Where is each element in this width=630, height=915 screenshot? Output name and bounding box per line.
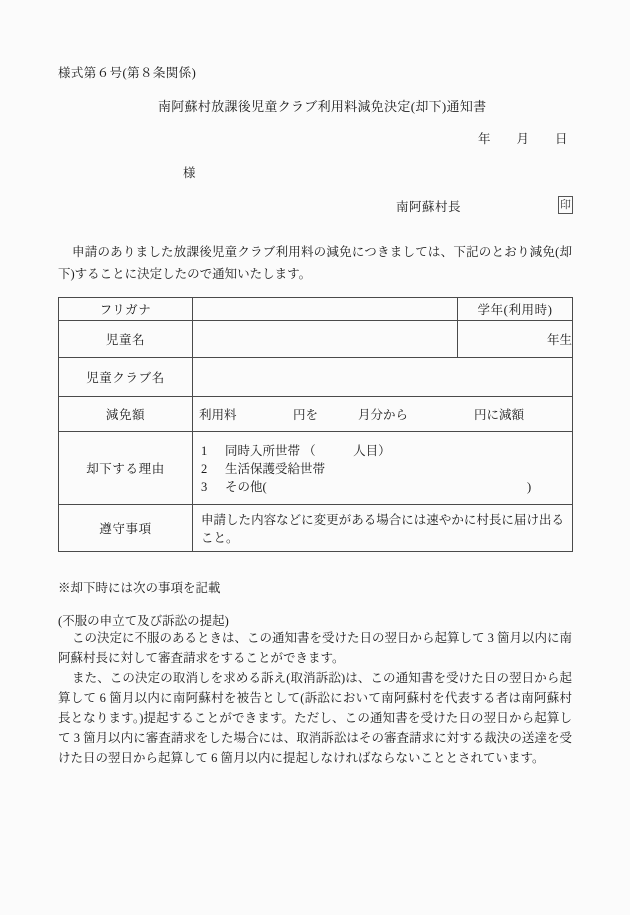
- reason-number-1: 1: [201, 444, 208, 458]
- value-compliance: [193, 505, 573, 552]
- table-row-reduction-amount: [59, 397, 573, 432]
- compliance-text: 申請した内容などに変更がある場合には速やかに村長に届け出ること。: [201, 512, 564, 545]
- value-furigana[interactable]: [193, 298, 458, 321]
- label-club-name: 児童クラブ名: [59, 358, 193, 397]
- label-grade-unit: 年生: [458, 321, 573, 358]
- reason-item-1[interactable]: [201, 442, 564, 460]
- appeal-paragraph-1: この決定に不服のあるときは、この通知書を受けた日の翌日から起算して 3 箇月以内に南阿蘇村長に対して審査請求をすることができます。: [58, 631, 573, 665]
- table-row-rejection-reason: [59, 432, 573, 505]
- body-paragraph: 申請のありました放課後児童クラブ利用料の減免につきましては、下記のとおり減免(却下)することに決定したので通知いたします。: [58, 245, 572, 281]
- date-month-label: 月: [516, 132, 530, 146]
- issuer-name: 南阿蘇村長: [396, 200, 462, 214]
- appeal-heading: (不服の申立て及び訴訟の提起): [58, 614, 229, 628]
- table-row-child-name: [59, 321, 573, 358]
- rejection-reason-list: [193, 436, 572, 500]
- reason-close-paren-3: ): [527, 480, 532, 494]
- date-year-label: 年: [478, 132, 491, 146]
- reason-item-3[interactable]: [201, 478, 564, 496]
- label-month-from: 月分から: [358, 408, 409, 422]
- issuer-row: [396, 196, 576, 216]
- value-reduction-amount[interactable]: [193, 397, 573, 432]
- date-line: [478, 129, 568, 147]
- reason-text-2: 生活保護受給世帯: [225, 462, 326, 476]
- form-number: 様式第６号(第８条関係): [58, 66, 197, 80]
- reason-number-3: 3: [201, 480, 208, 494]
- label-reduction-amount: 減免額: [59, 397, 193, 432]
- table-row-club-name: [59, 358, 573, 397]
- seal-stamp-box: 印: [558, 196, 573, 214]
- reason-text-1: 同時入所世帯 （ 人目）: [225, 444, 391, 458]
- reason-text-3: その他(: [225, 480, 267, 494]
- label-fee: 利用料: [199, 408, 237, 422]
- label-furigana: フリガナ: [59, 298, 193, 321]
- table-row-compliance: [59, 505, 573, 552]
- date-day-label: 日: [555, 132, 568, 146]
- reason-number-2: 2: [201, 462, 208, 476]
- label-rejection-reason: 却下する理由: [59, 432, 193, 505]
- label-grade-header: 学年(利用時): [458, 298, 573, 321]
- value-rejection-reason[interactable]: [193, 432, 573, 505]
- addressee-honorific: 様: [183, 166, 196, 180]
- reason-item-2[interactable]: [201, 460, 564, 478]
- table-row-furigana: [59, 298, 573, 321]
- appeal-paragraph-2: また、この決定の取消しを求める訴え(取消訴訟)は、この通知書を受けた日の翌日から起算して 6 箇月以内に南阿蘇村を被告として(訴訟において南阿蘇村を代表する者は南阿蘇村長となります。)提起することができます。ただし、この通知書を受けた日の翌日から起算して 3 箇月以内に審査請求をした場合には、取消訴訟はその審査請求に対する裁決の送達を受けた日の翌日から起算して 6 箇月以内に提起しなければならないこととされています。: [58, 671, 572, 765]
- decision-form-table: [58, 297, 573, 552]
- label-yen-from: 円を: [293, 408, 319, 422]
- value-club-name[interactable]: [193, 358, 573, 397]
- value-child-name[interactable]: [193, 321, 458, 358]
- rejection-note: ※却下時には次の事項を記載: [58, 581, 221, 595]
- label-compliance: 遵守事項: [59, 505, 193, 552]
- label-yen-to: 円に減額: [474, 408, 525, 422]
- label-child-name: 児童名: [59, 321, 193, 358]
- document-title: 南阿蘇村放課後児童クラブ利用料減免決定(却下)通知書: [158, 99, 487, 114]
